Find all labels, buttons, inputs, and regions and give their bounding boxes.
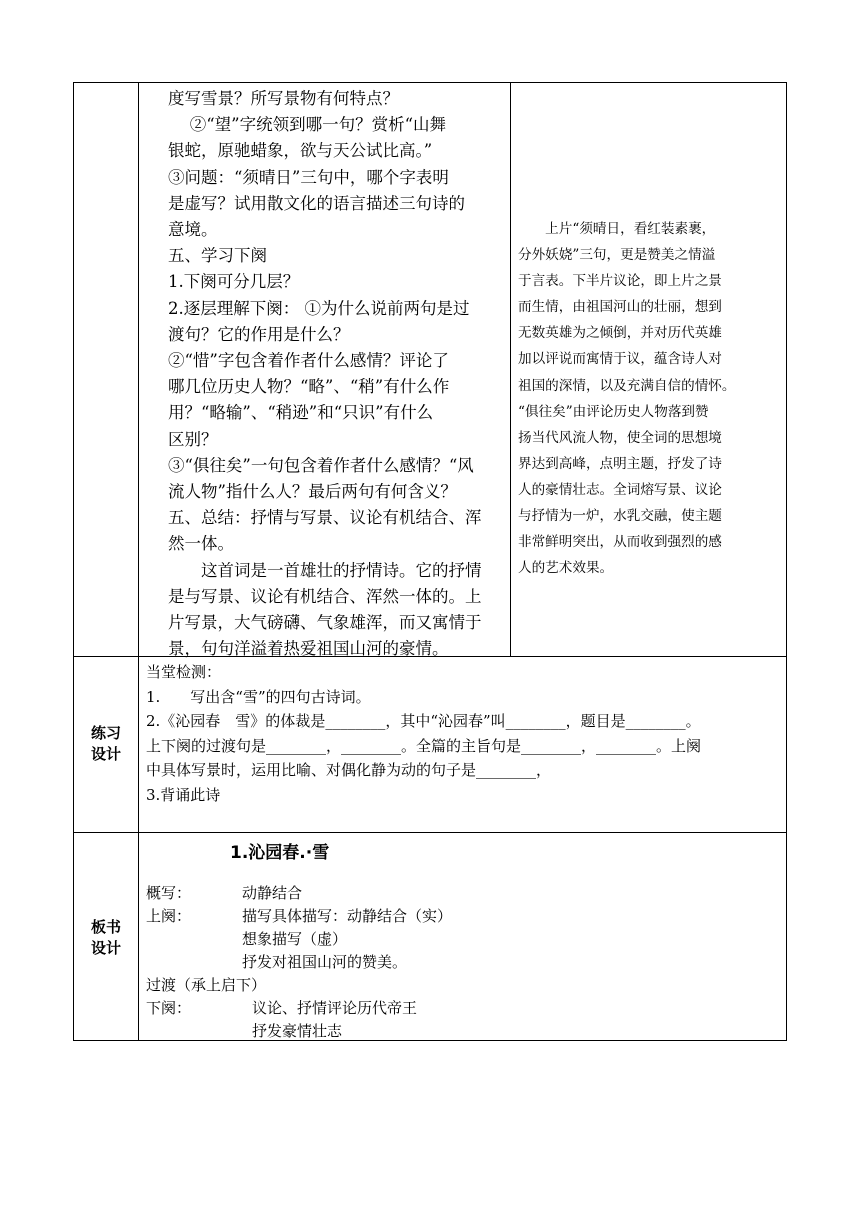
practice-label: [81, 723, 131, 765]
board-row-value: 想象描写（虚）: [242, 930, 348, 948]
board-row-value: 描写具体描写：动静结合（实）: [242, 907, 453, 925]
content-line: 这首词是一首雄壮的抒情诗。它的抒情: [168, 560, 482, 580]
notes-line: 人的艺术效果。: [518, 560, 614, 577]
board-label-line-1: 板书: [90, 918, 121, 936]
content-line: 五、总结：抒情与写景、议论有机结合、浑: [168, 508, 482, 528]
board-row-value: 议论、抒情评论历代帝王: [252, 999, 418, 1017]
content-line: 1.下阕可分几层？: [168, 272, 300, 292]
notes-line: 分外妖娆”三句，更是赞美之情溢: [518, 247, 716, 264]
notes-column-divider: [510, 82, 511, 657]
practice-line: 3.背诵此诗: [146, 785, 221, 804]
table-bottom-border: [73, 1040, 787, 1041]
practice-line: 1. 写出含“雪”的四句古诗词。: [146, 687, 371, 706]
board-row-key: 概写：: [146, 884, 192, 902]
board-row-key: 过渡（承上启下）: [146, 976, 267, 994]
content-line: 是虚写？试用散文化的语言描述三句诗的: [168, 193, 465, 213]
content-line: 度写雪景？所写景物有何特点？: [168, 89, 399, 108]
board-label-line-2: 设计: [90, 939, 121, 957]
notes-line: 与抒情为一炉，水乳交融，使主题: [518, 508, 722, 525]
analysis-notes: [518, 216, 788, 581]
content-line: 景，句句洋溢着热爱祖国山河的豪情。: [168, 639, 449, 659]
board-label: [81, 917, 131, 959]
content-line: 五、学习下阕: [168, 246, 267, 266]
content-line: 意境。: [168, 220, 218, 240]
notes-line: 非常鲜明突出，从而收到强烈的感: [518, 534, 722, 551]
board-title: 1.沁园春.·雪: [230, 843, 330, 863]
practice-line: 2.《沁园春 雪》的体裁是________，其中“沁园春”叫________，题目是________。: [146, 712, 701, 731]
label-column-divider: [138, 82, 139, 1041]
practice-label-line-2: 设计: [90, 745, 121, 763]
board-row-key: 上阕：: [146, 907, 192, 925]
content-line: 片写景，大气磅礴、气象雄浑，而又寓情于: [168, 613, 482, 633]
notes-line: 上片“须晴日，看红装素裹，: [518, 221, 716, 237]
practice-line: 中具体写景时，运用比喻、对偶化静为动的句子是________，: [146, 761, 552, 780]
notes-line: 加以评说而寓情于议，蕴含诗人对: [518, 351, 722, 368]
content-line: ②“惜”字包含着作者什么感情？评论了: [168, 351, 449, 371]
content-line: 流人物”指什么人？最后两句有何含义？: [168, 482, 457, 502]
content-line: ③“俱往矣”一句包含着作者什么感情？“风: [168, 455, 474, 475]
content-line: 区别？: [168, 429, 218, 449]
notes-line: “俱往矣”由评论历史人物落到赞: [518, 403, 709, 420]
notes-line: 扬当代风流人物，使全词的思想境: [518, 429, 722, 446]
board-row-value: 抒发豪情壮志: [252, 1022, 343, 1040]
content-line: 渡句？它的作用是什么？: [168, 324, 350, 344]
content-line: 用？“略输”、“稍逊”和“只识”有什么: [168, 403, 434, 423]
table-left-border: [73, 82, 74, 1041]
notes-line: 无数英雄为之倾倒，并对历代英雄: [518, 325, 722, 342]
board-row-value: 抒发对祖国山河的赞美。: [242, 953, 408, 971]
notes-line: 而生情，由祖国河山的壮丽，想到: [518, 299, 722, 316]
notes-line: 界达到高峰，点明主题，抒发了诗: [518, 455, 722, 472]
board-row-value: 动静结合: [242, 884, 303, 902]
practice-content: [146, 660, 701, 808]
notes-line: 人的豪情壮志。全词熔写景、议论: [518, 481, 722, 498]
table-top-border: [73, 82, 787, 83]
content-line: 是与写景、议论有机结合、浑然一体的。上: [168, 586, 482, 606]
content-line: 2.逐层理解下阕： ①为什么说前两句是过: [168, 298, 470, 318]
content-line: 哪几位历史人物？“略”、“稍”有什么作: [168, 377, 450, 397]
practice-line: 当堂检测：: [146, 663, 222, 681]
board-row-key: 下阕：: [146, 999, 192, 1017]
practice-label-line-1: 练习: [90, 724, 121, 742]
practice-line: 上下阕的过渡句是________，________。全篇的主旨句是________，________。上阕: [146, 736, 702, 755]
content-line: 然一体。: [168, 534, 234, 554]
content-line: ②“望”字统领到哪一句？赏析“山舞: [168, 115, 447, 135]
notes-line: 祖国的深情，以及充满自信的情怀。: [518, 377, 736, 394]
teaching-content: [168, 86, 482, 662]
notes-line: 于言表。下半片议论，即上片之景: [518, 273, 722, 290]
content-line: ③问题：“须晴日”三句中，哪个字表明: [168, 167, 449, 187]
content-line: 银蛇，原驰蜡象，欲与天公试比高。”: [168, 141, 433, 161]
row-divider-2: [73, 832, 787, 833]
